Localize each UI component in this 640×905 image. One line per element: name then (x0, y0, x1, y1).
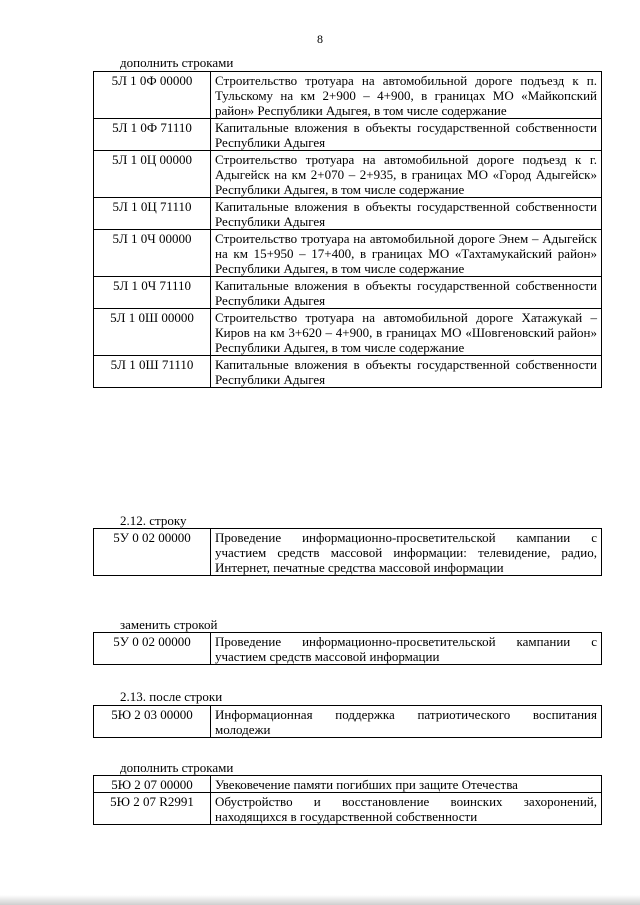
row-code: 5Ю 2 07 R2991 (94, 793, 211, 825)
row-code: 5Л 1 0Ф 71110 (94, 119, 211, 151)
row-description: Проведение информационно-просветительской кампании с участием средств массовой информации: телевидение, радио, Интернет, печатные средства массовой информации (211, 529, 602, 576)
table-row (94, 793, 602, 825)
row-description: Капитальные вложения в объекты государственной собственности Республики Адыгея (211, 277, 602, 309)
code-table-row-2-13 (93, 705, 602, 738)
row-code: 5Л 1 0Ц 00000 (94, 151, 211, 198)
row-code: 5Л 1 0Ч 00000 (94, 230, 211, 277)
page-number: 8 (317, 32, 323, 46)
table-row (94, 356, 602, 388)
row-code: 5Л 1 0Ц 71110 (94, 198, 211, 230)
row-description: Обустройство и восстановление воинских захоронений, находящихся в государственной собственности (211, 793, 602, 825)
row-code: 5У 0 02 00000 (94, 529, 211, 576)
row-description: Проведение информационно-просветительской кампании с участием средств массовой информации (211, 633, 602, 665)
code-table-add-rows-2 (93, 775, 602, 825)
section-label-add-rows: дополнить строками (120, 55, 234, 70)
row-description: Строительство тротуара на автомобильной дороге подъезд к п. Тульскому на км 2+900 – 4+900, в границах МО «Майкопский район» Республики Адыгея, в том числе содержание (211, 72, 602, 119)
code-table-add-rows (93, 71, 602, 388)
row-code: 5Ю 2 03 00000 (94, 706, 211, 738)
row-description: Строительство тротуара на автомобильной дороге Хатажукай – Киров на км 3+620 – 4+900, в границах МО «Шовгеновский район» Республики Адыгея, в том числе содержание (211, 309, 602, 356)
table-row (94, 309, 602, 356)
table-row (94, 633, 602, 665)
row-code: 5Л 1 0Ч 71110 (94, 277, 211, 309)
row-code: 5Л 1 0Ф 00000 (94, 72, 211, 119)
table-row (94, 198, 602, 230)
row-description: Увековечение памяти погибших при защите Отечества (211, 776, 602, 793)
table-row (94, 776, 602, 793)
table-row (94, 529, 602, 576)
code-table-row-2-12 (93, 528, 602, 576)
code-table-replace-row (93, 632, 602, 665)
table-row (94, 72, 602, 119)
table-row (94, 277, 602, 309)
scan-bottom-edge (0, 895, 640, 905)
row-description: Строительство тротуара на автомобильной дороге подъезд к г. Адыгейск на км 2+070 – 2+935, в границах МО «Город Адыгейск» Республики Адыгея, в том числе содержание (211, 151, 602, 198)
row-description: Строительство тротуара на автомобильной дороге Энем – Адыгейск на км 15+950 – 17+400, в границах МО «Тахтамукайский район» Республики Адыгея, в том числе содержание (211, 230, 602, 277)
section-label-replace-row: заменить строкой (120, 617, 218, 632)
row-description: Капитальные вложения в объекты государственной собственности Республики Адыгея (211, 119, 602, 151)
row-code: 5У 0 02 00000 (94, 633, 211, 665)
row-code: 5Л 1 0Ш 71110 (94, 356, 211, 388)
table-row (94, 119, 602, 151)
row-code: 5Ю 2 07 00000 (94, 776, 211, 793)
row-description: Капитальные вложения в объекты государственной собственности Республики Адыгея (211, 198, 602, 230)
table-row (94, 706, 602, 738)
row-description: Капитальные вложения в объекты государственной собственности Республики Адыгея (211, 356, 602, 388)
section-label-row-2-13: 2.13. после строки (120, 689, 223, 704)
table-row (94, 151, 602, 198)
table-row (94, 230, 602, 277)
row-description: Информационная поддержка патриотического воспитания молодежи (211, 706, 602, 738)
section-label-row-2-12: 2.12. строку (120, 513, 187, 528)
section-label-add-rows-2: дополнить строками (120, 760, 234, 775)
row-code: 5Л 1 0Ш 00000 (94, 309, 211, 356)
